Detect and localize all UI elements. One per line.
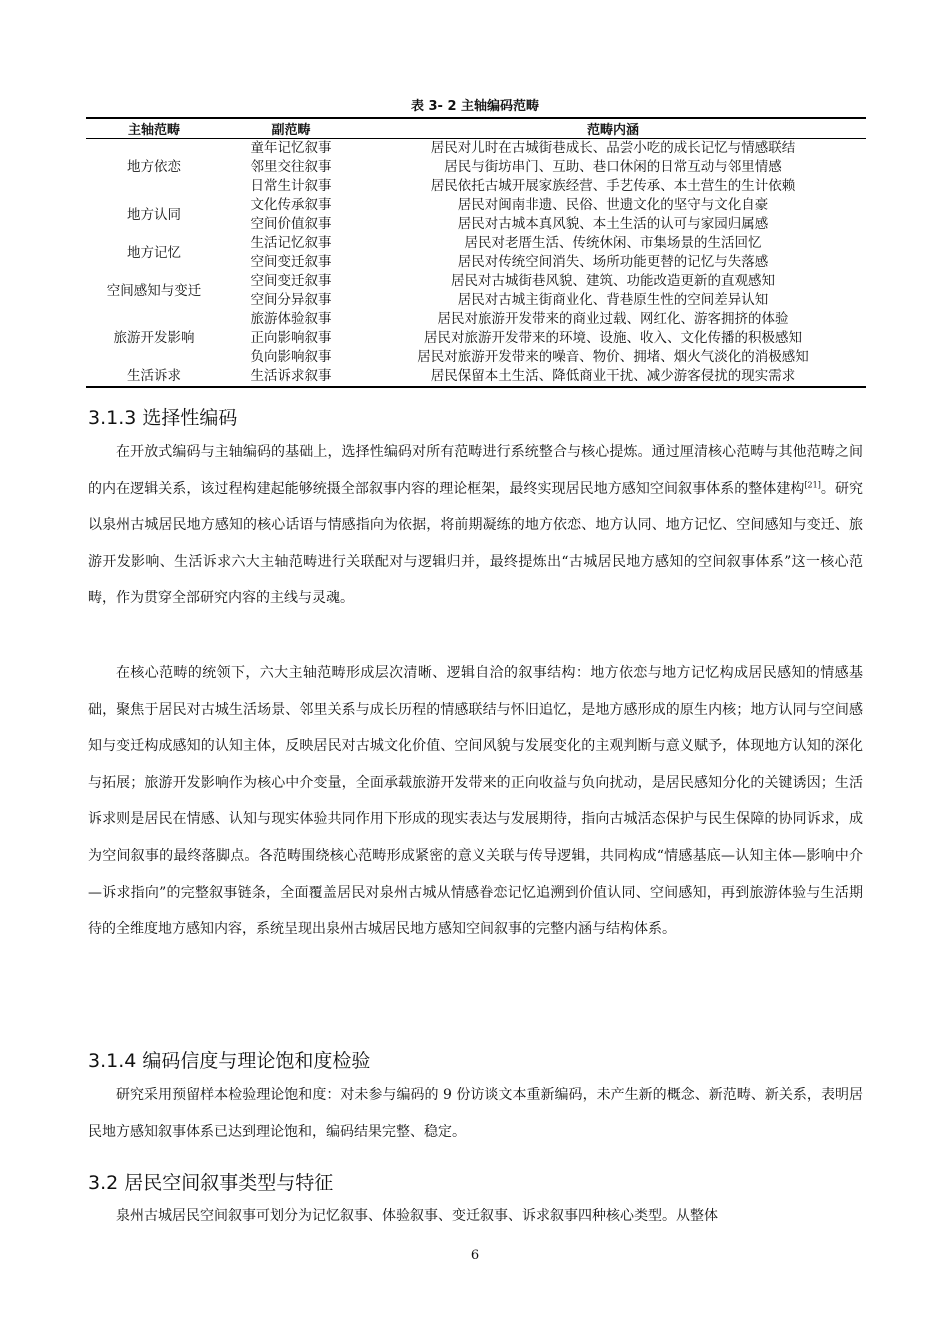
meaning-cell: 居民对传统空间消失、场所功能更替的记忆与失落感 xyxy=(457,254,769,270)
meaning-cell: 居民对古城主街商业化、背巷原生性的空间差异认知 xyxy=(457,292,769,308)
citation-reference: [21] xyxy=(804,479,821,489)
meaning-cell: 居民依托古城开展家族经营、手艺传承、本土营生的生计依赖 xyxy=(430,178,796,194)
section-heading-3-2: 3.2 居民空间叙事类型与特征 xyxy=(88,1172,334,1194)
sub-category-cell: 生活诉求叙事 xyxy=(222,367,360,387)
header-sub-category: 副范畴 xyxy=(222,118,360,139)
table-row xyxy=(86,234,866,253)
meaning-cell: 居民对旅游开发带来的商业过载、网红化、游客拥挤的体验 xyxy=(437,311,789,327)
page-number: 6 xyxy=(470,1248,480,1263)
table-row xyxy=(86,367,866,387)
table-header-row xyxy=(86,118,866,139)
meaning-cell: 居民对儿时在古城街巷成长、品尝小吃的成长记忆与情感联结 xyxy=(430,140,796,156)
section-heading-3-1-4: 3.1.4 编码信度与理论饱和度检验 xyxy=(88,1050,371,1072)
sub-category-cell: 空间变迁叙事 xyxy=(250,254,332,270)
sub-category-cell: 邻里交往叙事 xyxy=(250,159,332,175)
sub-category-cell: 生活记忆叙事 xyxy=(250,235,332,251)
sub-category-cell: 童年记忆叙事 xyxy=(250,140,332,156)
sub-category-cell: 空间变迁叙事 xyxy=(250,273,332,289)
meaning-cell: 居民对老厝生活、传统休闲、市集场景的生活回忆 xyxy=(464,235,762,251)
sub-category-cell: 空间分异叙事 xyxy=(250,292,332,308)
section-heading-3-1-3: 3.1.3 选择性编码 xyxy=(88,407,238,429)
sub-category-cell: 空间价值叙事 xyxy=(250,216,332,232)
main-category-cell: 地方依恋 xyxy=(127,159,181,175)
meaning-cell: 居民对古城本真风貌、本土生活的认可与家园归属感 xyxy=(457,216,769,232)
paragraph-narrative-types: 泉州古城居民空间叙事可划分为记忆叙事、体验叙事、变迁叙事、诉求叙事四种核心类型。从整体 xyxy=(116,1208,718,1224)
sub-category-cell: 旅游体验叙事 xyxy=(250,311,332,327)
meaning-cell: 居民与街坊串门、互助、巷口休闲的日常互动与邻里情感 xyxy=(444,159,782,175)
sub-category-cell: 日常生计叙事 xyxy=(250,178,332,194)
header-main-category: 主轴范畴 xyxy=(86,118,222,139)
meaning-cell: 居民对旅游开发带来的环境、设施、收入、文化传播的积极感知 xyxy=(424,330,802,346)
table-row xyxy=(86,196,866,215)
main-category-cell: 生活诉求 xyxy=(86,367,222,387)
meaning-cell: 居民对旅游开发带来的噪音、物价、拥堵、烟火气淡化的消极感知 xyxy=(417,349,809,365)
main-category-cell: 空间感知与变迁 xyxy=(106,282,202,299)
table-row xyxy=(86,310,866,329)
sub-category-cell: 文化传承叙事 xyxy=(250,197,332,213)
paragraph-selective-coding-1 xyxy=(88,434,863,617)
main-category-cell: 地方记忆 xyxy=(127,244,181,261)
paragraph-text: 。研究以泉州古城居民地方感知的核心话语与情感指向为依据，将前期凝练的地方依恋、地方认同、地方记忆、空间感知与变迁、旅游开发影响、生活诉求六大主轴范畴进行关联配对与逻辑归并，最终提炼出“古城居民地方感知的空间叙事体系”这一核心范畴，作为贯穿全部研究内容的主线与灵魂。 xyxy=(88,480,864,607)
meaning-cell: 居民对古城街巷风貌、建筑、功能改造更新的直观感知 xyxy=(451,273,775,289)
paragraph-saturation-test: 研究采用预留样本检验理论饱和度：对未参与编码的 9 份访谈文本重新编码，未产生新的概念、新范畴、新关系，表明居民地方感知叙事体系已达到理论饱和，编码结果完整、稳定。 xyxy=(88,1087,863,1140)
meaning-cell: 居民保留本土生活、降低商业干扰、减少游客侵扰的现实需求 xyxy=(360,367,866,387)
main-category-cell: 地方认同 xyxy=(127,206,181,223)
sub-category-cell: 正向影响叙事 xyxy=(250,330,332,346)
header-category-meaning: 范畴内涵 xyxy=(360,118,866,139)
sub-category-cell: 负向影响叙事 xyxy=(250,349,332,365)
table-row xyxy=(86,272,866,291)
table-row xyxy=(86,139,866,159)
meaning-cell: 居民对闽南非遗、民俗、世遗文化的坚守与文化自豪 xyxy=(457,197,769,213)
axial-coding-table xyxy=(86,117,866,388)
table-caption: 表 3- 2 主轴编码范畴 xyxy=(410,99,540,114)
main-category-cell: 旅游开发影响 xyxy=(113,330,195,346)
paragraph-text: 在开放式编码与主轴编码的基础上，选择性编码对所有范畴进行系统整合与核心提炼。通过厘清核心范畴与其他范畴之间的内在逻辑关系，该过程构建起能够统摄全部叙事内容的理论框架，最终实现居民地方感知空间叙事体系的整体建构 xyxy=(88,444,863,497)
paragraph-selective-coding-2: 在核心范畴的统领下，六大主轴范畴形成层次清晰、逻辑自洽的叙事结构：地方依恋与地方记忆构成居民感知的情感基础，聚焦于居民对古城生活场景、邻里关系与成长历程的情感联结与怀旧追忆，是地方感形成的原生内核；地方认同与空间感知与变迁构成感知的认知主体，反映居民对古城文化价值、空间风貌与发展变化的主观判断与意义赋予，体现地方认知的深化与拓展；旅游开发影响作为核心中介变量，全面承载旅游开发带来的正向收益与负向扰动，是居民感知分化的关键诱因；生活诉求则是居民在情感、认知与现实体验共同作用下形成的现实表达与发展期待，指向古城活态保护与民生保障的协同诉求，成为空间叙事的最终落脚点。各范畴围绕核心范畴形成紧密的意义关联与传导逻辑，共同构成“情感基底—认知主体—影响中介—诉求指向”的完整叙事链条，全面覆盖居民对泉州古城从情感眷恋记忆追溯到价值认同、空间感知，再到旅游体验与生活期待的全维度地方感知内容，系统呈现出泉州古城居民地方感知空间叙事的完整内涵与结构体系。 xyxy=(88,665,863,938)
